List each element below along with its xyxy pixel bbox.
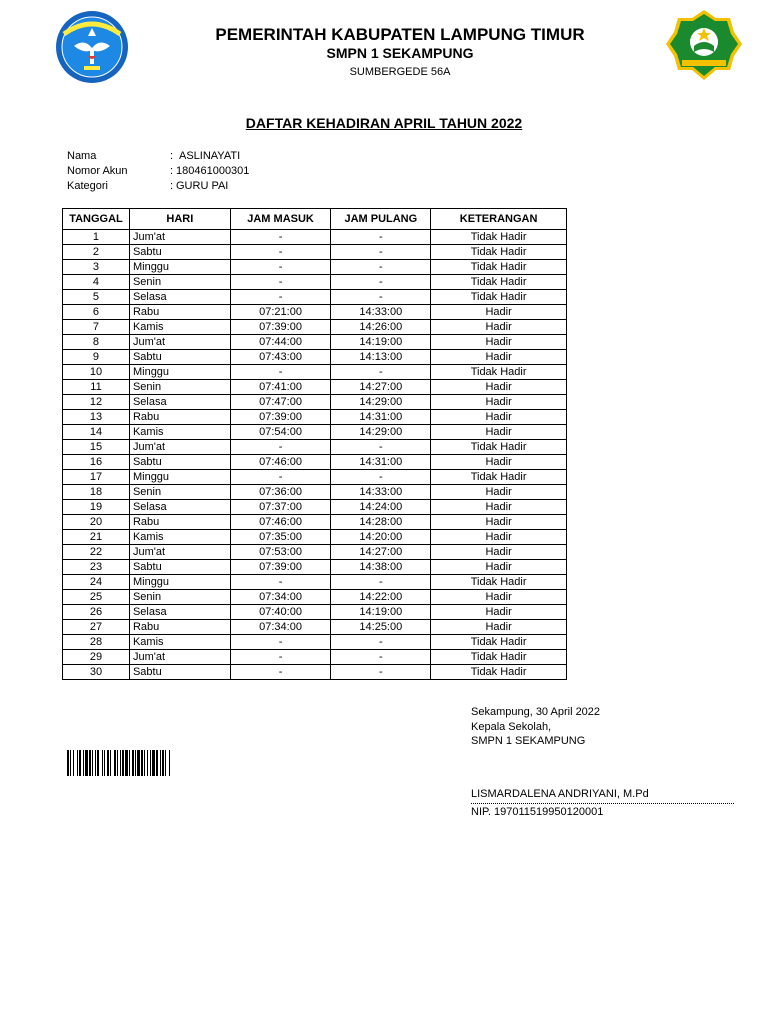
- check-in-cell: 07:36:00: [230, 485, 331, 500]
- date-cell: 19: [63, 500, 130, 515]
- table-row: [63, 425, 567, 440]
- table-row: [63, 230, 567, 245]
- check-in-cell: -: [230, 650, 331, 665]
- check-in-cell: 07:47:00: [230, 395, 331, 410]
- check-out-cell: -: [331, 245, 431, 260]
- signatory-name: LISMARDALENA ANDRIYANI, M.Pd: [471, 788, 649, 800]
- check-in-cell: 07:39:00: [230, 410, 331, 425]
- date-cell: 5: [63, 290, 130, 305]
- check-out-cell: -: [331, 650, 431, 665]
- info-separator: :: [170, 180, 174, 192]
- signatory-nip: NIP. 197011519950120001: [471, 806, 604, 818]
- remarks-cell: Hadir: [431, 335, 567, 350]
- day-cell: Minggu: [129, 575, 230, 590]
- table-row: [63, 500, 567, 515]
- check-out-cell: 14:28:00: [331, 515, 431, 530]
- remarks-cell: Tidak Hadir: [431, 230, 567, 245]
- date-cell: 7: [63, 320, 130, 335]
- check-out-cell: 14:27:00: [331, 380, 431, 395]
- remarks-cell: Tidak Hadir: [431, 470, 567, 485]
- check-in-cell: -: [230, 635, 331, 650]
- check-out-cell: 14:22:00: [331, 590, 431, 605]
- table-row: [63, 440, 567, 455]
- date-cell: 18: [63, 485, 130, 500]
- check-out-cell: 14:20:00: [331, 530, 431, 545]
- signature-divider: [471, 803, 734, 804]
- info-separator: :: [170, 150, 174, 162]
- day-cell: Minggu: [129, 470, 230, 485]
- check-in-cell: -: [230, 575, 331, 590]
- remarks-cell: Tidak Hadir: [431, 635, 567, 650]
- check-out-cell: 14:19:00: [331, 605, 431, 620]
- col-header-check-out: JAM PULANG: [331, 209, 431, 230]
- check-in-cell: -: [230, 440, 331, 455]
- day-cell: Minggu: [129, 260, 230, 275]
- remarks-cell: Hadir: [431, 605, 567, 620]
- attendance-table: [62, 208, 567, 680]
- day-cell: Senin: [129, 275, 230, 290]
- table-row: [63, 260, 567, 275]
- check-in-cell: 07:54:00: [230, 425, 331, 440]
- check-in-cell: 07:53:00: [230, 545, 331, 560]
- table-row: [63, 515, 567, 530]
- info-label: Nomor Akun: [67, 165, 128, 177]
- check-in-cell: -: [230, 665, 331, 680]
- check-out-cell: 14:29:00: [331, 425, 431, 440]
- remarks-cell: Hadir: [431, 500, 567, 515]
- remarks-cell: Hadir: [431, 530, 567, 545]
- table-row: [63, 335, 567, 350]
- date-cell: 17: [63, 470, 130, 485]
- remarks-cell: Tidak Hadir: [431, 275, 567, 290]
- remarks-cell: Hadir: [431, 350, 567, 365]
- check-out-cell: -: [331, 365, 431, 380]
- check-out-cell: 14:24:00: [331, 500, 431, 515]
- remarks-cell: Hadir: [431, 590, 567, 605]
- check-in-cell: -: [230, 230, 331, 245]
- table-row: [63, 410, 567, 425]
- date-cell: 11: [63, 380, 130, 395]
- remarks-cell: Tidak Hadir: [431, 245, 567, 260]
- check-out-cell: 14:31:00: [331, 410, 431, 425]
- check-out-cell: 14:38:00: [331, 560, 431, 575]
- check-in-cell: -: [230, 290, 331, 305]
- date-cell: 8: [63, 335, 130, 350]
- check-in-cell: 07:41:00: [230, 380, 331, 395]
- check-in-cell: -: [230, 365, 331, 380]
- col-header-date: TANGGAL: [63, 209, 130, 230]
- date-cell: 21: [63, 530, 130, 545]
- check-in-cell: -: [230, 275, 331, 290]
- day-cell: Jum'at: [129, 440, 230, 455]
- date-cell: 14: [63, 425, 130, 440]
- check-out-cell: -: [331, 440, 431, 455]
- day-cell: Kamis: [129, 425, 230, 440]
- remarks-cell: Hadir: [431, 560, 567, 575]
- barcode: [67, 750, 235, 776]
- table-body: [63, 230, 567, 680]
- info-row-name: [67, 149, 249, 164]
- check-out-cell: 14:33:00: [331, 485, 431, 500]
- date-cell: 27: [63, 620, 130, 635]
- check-out-cell: 14:29:00: [331, 395, 431, 410]
- table-row: [63, 470, 567, 485]
- check-out-cell: -: [331, 290, 431, 305]
- day-cell: Minggu: [129, 365, 230, 380]
- day-cell: Rabu: [129, 305, 230, 320]
- tut-wuri-handayani-logo: [52, 10, 132, 85]
- signature-school: SMPN 1 SEKAMPUNG: [471, 735, 586, 747]
- day-cell: Jum'at: [129, 650, 230, 665]
- remarks-cell: Hadir: [431, 515, 567, 530]
- day-cell: Selasa: [129, 500, 230, 515]
- remarks-cell: Hadir: [431, 395, 567, 410]
- day-cell: Rabu: [129, 410, 230, 425]
- employee-info: [67, 149, 249, 194]
- date-cell: 22: [63, 545, 130, 560]
- table-row: [63, 275, 567, 290]
- table-row: [63, 590, 567, 605]
- date-cell: 28: [63, 635, 130, 650]
- school-address: SUMBERGEDE 56A: [349, 66, 451, 78]
- day-cell: Jum'at: [129, 335, 230, 350]
- signature-position: Kepala Sekolah,: [471, 721, 552, 733]
- remarks-cell: Tidak Hadir: [431, 365, 567, 380]
- date-cell: 10: [63, 365, 130, 380]
- date-cell: 29: [63, 650, 130, 665]
- table-row: [63, 290, 567, 305]
- table-row: [63, 305, 567, 320]
- table-row: [63, 350, 567, 365]
- table-row: [63, 650, 567, 665]
- day-cell: Sabtu: [129, 245, 230, 260]
- info-label: Kategori: [67, 180, 108, 192]
- check-in-cell: 07:46:00: [230, 515, 331, 530]
- remarks-cell: Hadir: [431, 620, 567, 635]
- info-label: Nama: [67, 150, 97, 162]
- remarks-cell: Hadir: [431, 410, 567, 425]
- remarks-cell: Hadir: [431, 455, 567, 470]
- remarks-cell: Tidak Hadir: [431, 260, 567, 275]
- day-cell: Kamis: [129, 320, 230, 335]
- check-in-cell: 07:39:00: [230, 560, 331, 575]
- day-cell: Selasa: [129, 605, 230, 620]
- day-cell: Kamis: [129, 635, 230, 650]
- check-in-cell: 07:40:00: [230, 605, 331, 620]
- table-row: [63, 320, 567, 335]
- table-row: [63, 485, 567, 500]
- col-header-remarks: KETERANGAN: [431, 209, 567, 230]
- date-cell: 20: [63, 515, 130, 530]
- check-out-cell: 14:31:00: [331, 455, 431, 470]
- day-cell: Rabu: [129, 620, 230, 635]
- check-in-cell: 07:21:00: [230, 305, 331, 320]
- check-out-cell: -: [331, 275, 431, 290]
- info-value: 180461000301: [176, 165, 250, 177]
- table-row: [63, 560, 567, 575]
- date-cell: 30: [63, 665, 130, 680]
- col-header-check-in: JAM MASUK: [230, 209, 331, 230]
- check-out-cell: -: [331, 260, 431, 275]
- table-row: [63, 245, 567, 260]
- date-cell: 4: [63, 275, 130, 290]
- table-row: [63, 605, 567, 620]
- day-cell: Senin: [129, 590, 230, 605]
- day-cell: Sabtu: [129, 350, 230, 365]
- check-in-cell: -: [230, 260, 331, 275]
- check-out-cell: 14:26:00: [331, 320, 431, 335]
- check-in-cell: -: [230, 245, 331, 260]
- government-name: PEMERINTAH KABUPATEN LAMPUNG TIMUR: [215, 25, 585, 44]
- info-separator: :: [170, 165, 174, 177]
- day-cell: Rabu: [129, 515, 230, 530]
- day-cell: Jum'at: [129, 545, 230, 560]
- check-out-cell: 14:33:00: [331, 305, 431, 320]
- remarks-cell: Hadir: [431, 305, 567, 320]
- table-header-row: [63, 209, 567, 230]
- check-in-cell: -: [230, 470, 331, 485]
- day-cell: Senin: [129, 380, 230, 395]
- check-in-cell: 07:34:00: [230, 590, 331, 605]
- table-row: [63, 530, 567, 545]
- day-cell: Jum'at: [129, 230, 230, 245]
- info-row-account: [67, 164, 249, 179]
- info-row-category: [67, 179, 249, 194]
- check-out-cell: -: [331, 635, 431, 650]
- remarks-cell: Tidak Hadir: [431, 575, 567, 590]
- info-value: ASLINAYATI: [179, 150, 241, 162]
- check-out-cell: 14:27:00: [331, 545, 431, 560]
- check-in-cell: 07:43:00: [230, 350, 331, 365]
- remarks-cell: Tidak Hadir: [431, 650, 567, 665]
- table-row: [63, 545, 567, 560]
- remarks-cell: Hadir: [431, 425, 567, 440]
- kementerian-agama-logo: [664, 8, 744, 83]
- remarks-cell: Hadir: [431, 485, 567, 500]
- date-cell: 3: [63, 260, 130, 275]
- table-row: [63, 395, 567, 410]
- check-in-cell: 07:44:00: [230, 335, 331, 350]
- day-cell: Selasa: [129, 395, 230, 410]
- check-out-cell: -: [331, 575, 431, 590]
- table-row: [63, 620, 567, 635]
- date-cell: 1: [63, 230, 130, 245]
- col-header-day: HARI: [129, 209, 230, 230]
- table-row: [63, 635, 567, 650]
- remarks-cell: Tidak Hadir: [431, 665, 567, 680]
- remarks-cell: Tidak Hadir: [431, 440, 567, 455]
- table-row: [63, 665, 567, 680]
- check-in-cell: 07:35:00: [230, 530, 331, 545]
- remarks-cell: Hadir: [431, 380, 567, 395]
- date-cell: 16: [63, 455, 130, 470]
- check-out-cell: 14:25:00: [331, 620, 431, 635]
- day-cell: Sabtu: [129, 560, 230, 575]
- check-in-cell: 07:34:00: [230, 620, 331, 635]
- date-cell: 9: [63, 350, 130, 365]
- check-out-cell: 14:19:00: [331, 335, 431, 350]
- date-cell: 6: [63, 305, 130, 320]
- check-out-cell: -: [331, 665, 431, 680]
- signature-place-date: Sekampung, 30 April 2022: [471, 706, 601, 718]
- check-in-cell: 07:37:00: [230, 500, 331, 515]
- date-cell: 12: [63, 395, 130, 410]
- date-cell: 15: [63, 440, 130, 455]
- date-cell: 13: [63, 410, 130, 425]
- table-row: [63, 455, 567, 470]
- school-name: SMPN 1 SEKAMPUNG: [326, 45, 474, 61]
- check-out-cell: -: [331, 230, 431, 245]
- date-cell: 2: [63, 245, 130, 260]
- remarks-cell: Tidak Hadir: [431, 290, 567, 305]
- remarks-cell: Hadir: [431, 545, 567, 560]
- info-value: GURU PAI: [176, 180, 229, 192]
- day-cell: Selasa: [129, 290, 230, 305]
- check-out-cell: -: [331, 470, 431, 485]
- day-cell: Senin: [129, 485, 230, 500]
- table-row: [63, 575, 567, 590]
- table-row: [63, 380, 567, 395]
- date-cell: 23: [63, 560, 130, 575]
- day-cell: Sabtu: [129, 455, 230, 470]
- document-title: DAFTAR KEHADIRAN APRIL TAHUN 2022: [245, 115, 523, 131]
- check-out-cell: 14:13:00: [331, 350, 431, 365]
- date-cell: 26: [63, 605, 130, 620]
- date-cell: 25: [63, 590, 130, 605]
- table-row: [63, 365, 567, 380]
- check-in-cell: 07:46:00: [230, 455, 331, 470]
- date-cell: 24: [63, 575, 130, 590]
- day-cell: Sabtu: [129, 665, 230, 680]
- check-in-cell: 07:39:00: [230, 320, 331, 335]
- day-cell: Kamis: [129, 530, 230, 545]
- remarks-cell: Hadir: [431, 320, 567, 335]
